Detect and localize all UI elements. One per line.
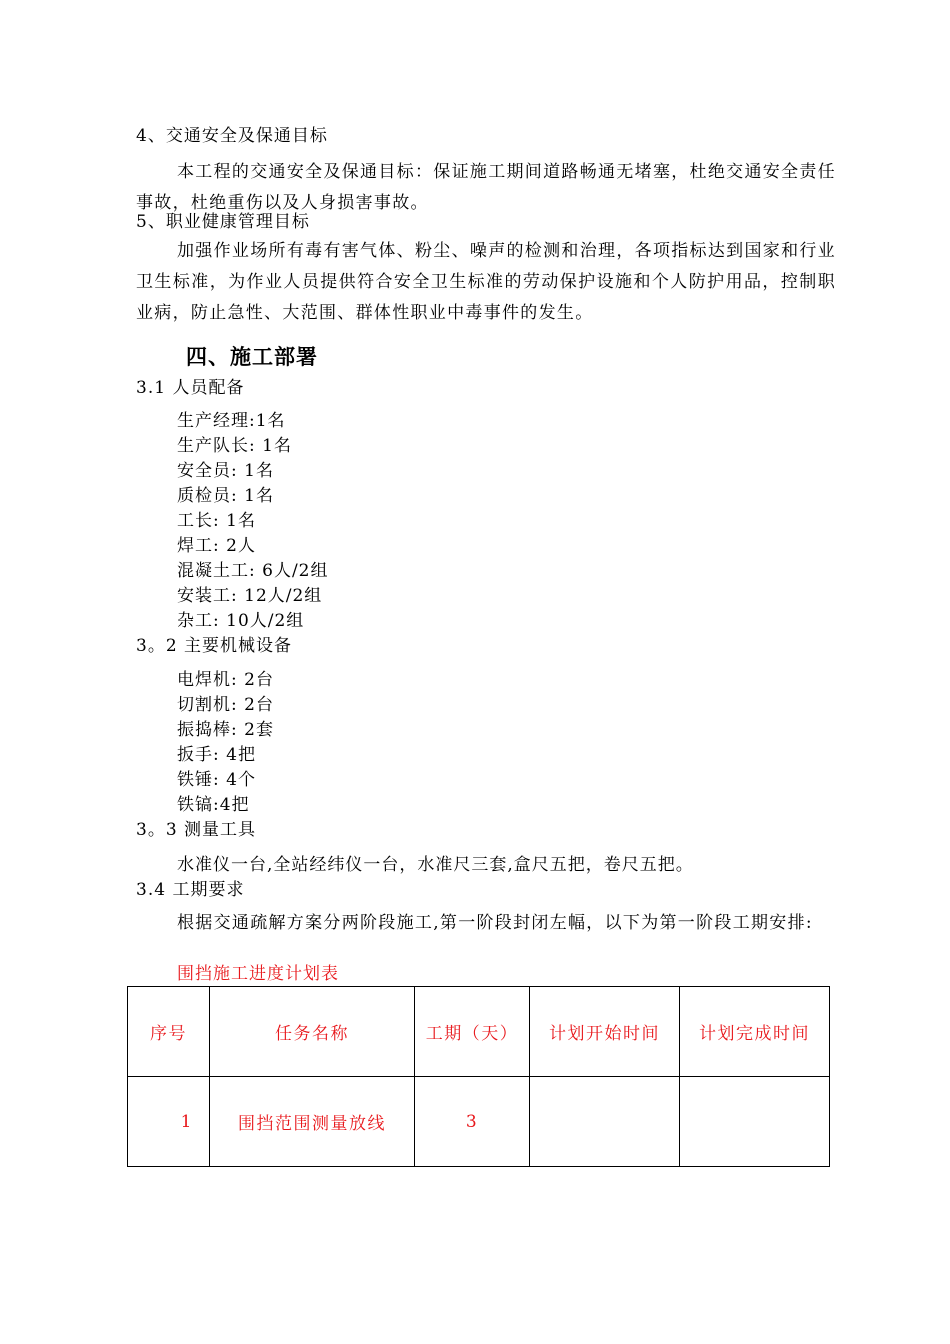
staff-item: 工长: 1名 [177,511,256,531]
header-cell-index: 序号 [128,987,210,1077]
equipment-item: 振捣棒: 2套 [177,720,274,740]
staff-heading: 3.1 人员配备 [136,378,245,398]
staff-item: 焊工: 2人 [177,536,256,556]
chapter-title: 四、施工部署 [186,344,318,369]
equipment-item: 切割机: 2台 [177,695,274,715]
staff-item: 安装工: 12人/2组 [177,586,323,606]
health-goal-heading: 5、职业健康管理目标 [136,212,310,232]
tools-heading: 3。3 测量工具 [136,820,257,840]
tools-paragraph: 水准仪一台,全站经纬仪一台，水准尺三套,盒尺五把，卷尺五把。 [177,855,694,875]
equipment-item: 电焊机: 2台 [177,670,274,690]
cell-start [530,1077,680,1167]
equipment-heading: 3。2 主要机械设备 [136,636,293,656]
schedule-paragraph: 根据交通疏解方案分两阶段施工,第一阶段封闭左幅，以下为第一阶段工期安排: [177,913,813,933]
staff-item: 混凝土工: 6人/2组 [177,561,329,581]
staff-item: 生产经理:1名 [177,411,286,431]
header-cell-finish: 计划完成时间 [680,987,830,1077]
header-cell-task: 任务名称 [210,987,415,1077]
staff-item: 安全员: 1名 [177,461,274,481]
traffic-goal-heading: 4、交通安全及保通目标 [136,126,328,146]
equipment-item: 扳手: 4把 [177,745,256,765]
table-row [128,1077,830,1167]
health-goal-paragraph: 加强作业场所有毒有害气体、粉尘、噪声的检测和治理，各项指标达到国家和行业卫生标准，为作业人员提供符合安全卫生标准的劳动保护设施和个人防护用品，控制职业病，防止急性、大范围、群体性职业中毒事件的发生。 [136,241,836,323]
equipment-item: 铁锤: 4个 [177,770,256,790]
table-title: 围挡施工进度计划表 [177,964,339,984]
staff-item: 质检员: 1名 [177,486,274,506]
cell-index: 1 [128,1077,210,1167]
table-header-row [128,987,830,1077]
cell-finish [680,1077,830,1167]
staff-item: 生产队长: 1名 [177,436,292,456]
schedule-heading: 3.4 工期要求 [136,880,245,900]
schedule-table [127,986,830,1167]
cell-task: 围挡范围测量放线 [210,1077,415,1167]
traffic-goal-paragraph: 本工程的交通安全及保通目标：保证施工期间道路畅通无堵塞，杜绝交通安全责任事故，杜绝重伤以及人身损害事故。 [136,162,836,213]
staff-item: 杂工: 10人/2组 [177,611,305,631]
header-cell-duration: 工期（天） [415,987,530,1077]
equipment-item: 铁镐:4把 [177,795,250,815]
header-cell-start: 计划开始时间 [530,987,680,1077]
cell-duration: 3 [415,1077,530,1167]
